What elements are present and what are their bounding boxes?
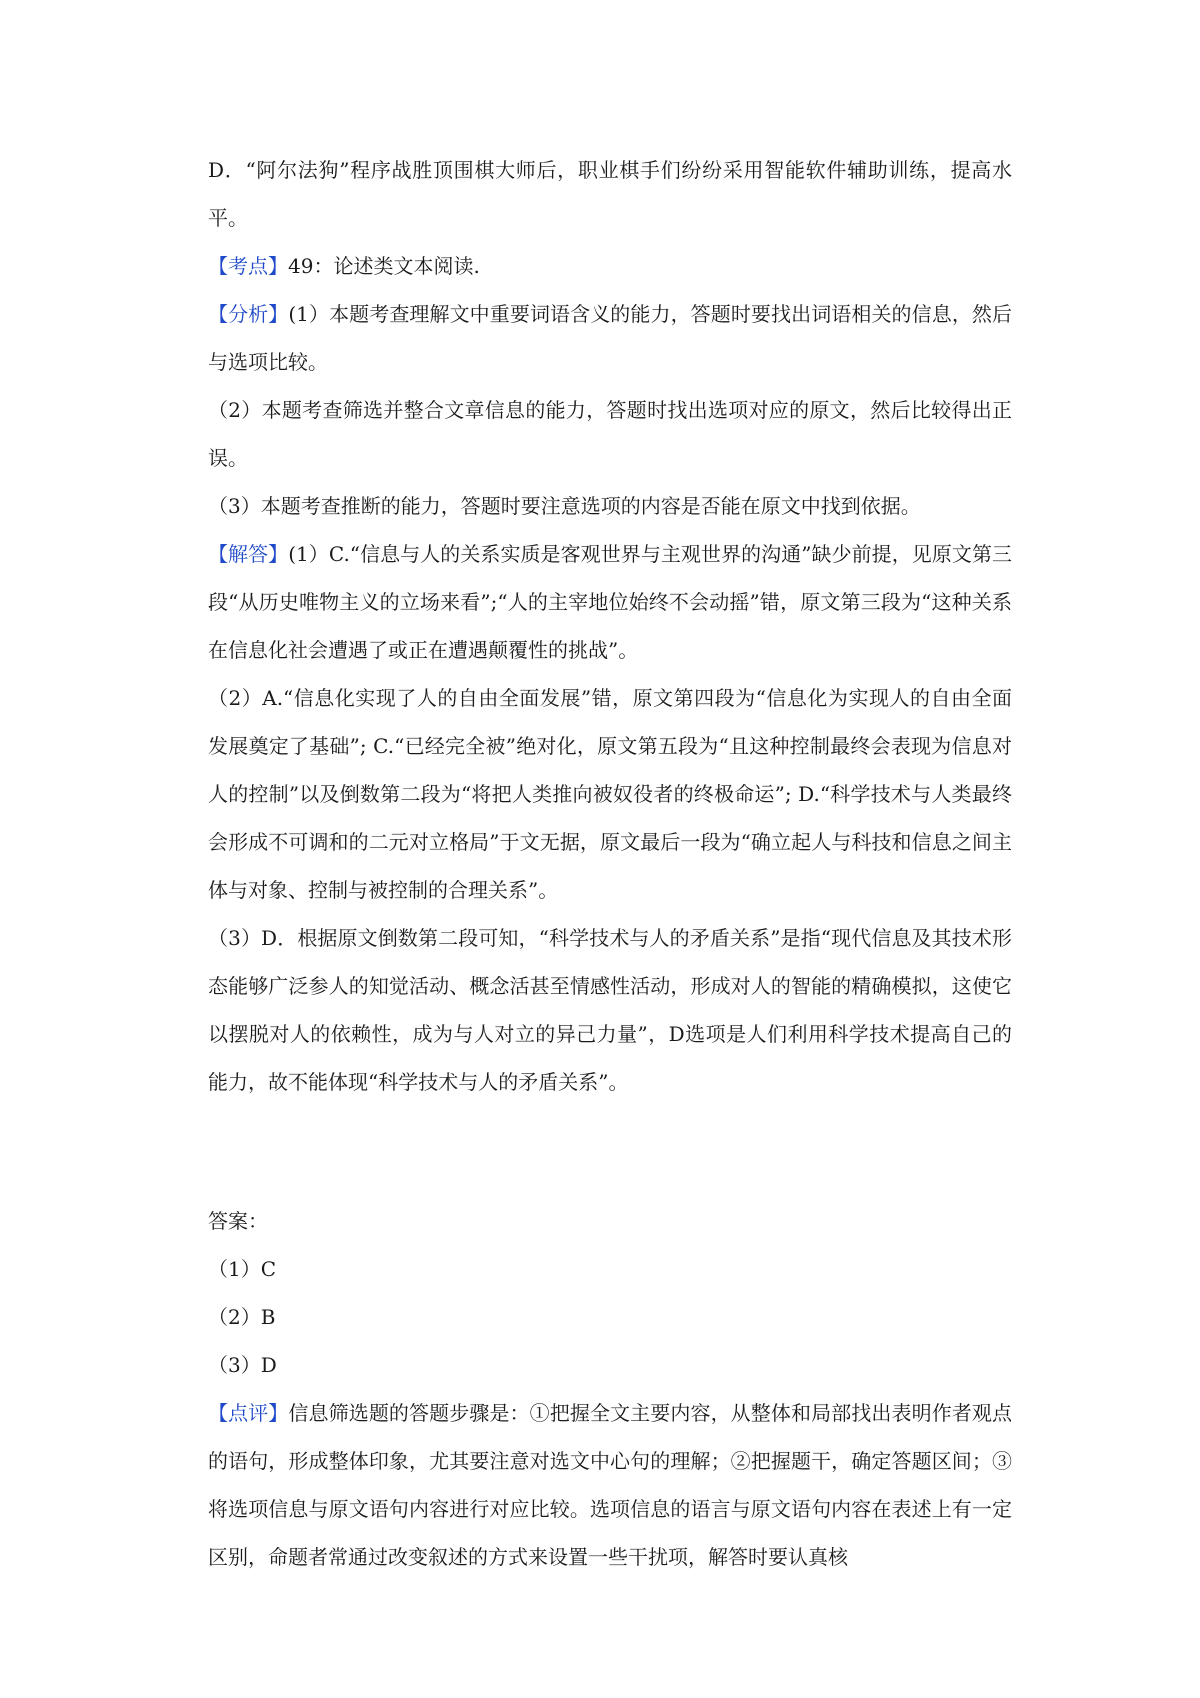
- section-gap: [208, 1106, 1012, 1197]
- answer-item-2: （2）B: [208, 1305, 276, 1329]
- option-d-text: D．“阿尔法狗”程序战胜顶围棋大师后，职业棋手们纷纷采用智能软件辅助训练，提高水平。: [208, 158, 1012, 230]
- jieda-paragraph-3: [208, 914, 1012, 1106]
- dianping-paragraph: [208, 1389, 1012, 1581]
- jieda-paragraph-2: [208, 674, 1012, 914]
- fenxi-text-1: (1）本题考查理解文中重要词语含义的能力，答题时要找出词语相关的信息，然后与选项比较。: [208, 302, 1012, 374]
- jieda-paragraph: [208, 530, 1012, 674]
- fenxi-text-3: （3）本题考查推断的能力，答题时要注意选项的内容是否能在原文中找到依据。: [208, 494, 921, 518]
- answer-item: [208, 1293, 1012, 1341]
- kaodian-paragraph: [208, 242, 1012, 290]
- jieda-text-1: (1）C.“信息与人的关系实质是客观世界与主观世界的沟通”缺少前提，见原文第三段“从历史唯物主义的立场来看”;“人的主宰地位始终不会动摇”错，原文第三段为“这种关系在信息化社会遭遇了或正在遭遇颠覆性的挑战”。: [208, 542, 1012, 662]
- answer-label-text: 答案：: [208, 1209, 268, 1233]
- kaodian-tag: 【考点】: [208, 254, 288, 278]
- answer-item-1: （1）C: [208, 1257, 277, 1281]
- answer-item: [208, 1245, 1012, 1293]
- fenxi-text-2: （2）本题考查筛选并整合文章信息的能力，答题时找出选项对应的原文，然后比较得出正误。: [208, 398, 1012, 470]
- jieda-text-2: （2）A.“信息化实现了人的自由全面发展”错，原文第四段为“信息化为实现人的自由全面发展奠定了基础”; C.“已经完全被”绝对化，原文第五段为“且这种控制最终会表现为信息对人的控制”以及倒数第二段为“将把人类推向被奴役者的终极命运”; D.“科学技术与人类最终会形成不可调和的二元对立格局”于文无据，原文最后一段为“确立起人与科技和信息之间主体与对象、控制与被控制的合理关系”。: [208, 686, 1012, 902]
- answer-item-3: （3）D: [208, 1353, 277, 1377]
- kaodian-text: 49：论述类文本阅读.: [288, 254, 480, 278]
- dianping-tag: 【点评】: [208, 1401, 289, 1425]
- fenxi-tag: 【分析】: [208, 302, 289, 326]
- answer-item: [208, 1341, 1012, 1389]
- option-d-paragraph: [208, 146, 1012, 242]
- jieda-tag: 【解答】: [208, 542, 289, 566]
- fenxi-paragraph-2: [208, 386, 1012, 482]
- fenxi-paragraph-3: [208, 482, 1012, 530]
- answer-label: [208, 1197, 1012, 1245]
- page-content: [208, 146, 1012, 1581]
- jieda-text-3: （3）D．根据原文倒数第二段可知，“科学技术与人的矛盾关系”是指“现代信息及其技术形态能够广泛参人的知觉活动、概念活甚至情感性活动，形成对人的智能的精确模拟，这使它以摆脱对人的依赖性，成为与人对立的异己力量”，D选项是人们利用科学技术提高自己的能力，故不能体现“科学技术与人的矛盾关系”。: [208, 926, 1012, 1094]
- fenxi-paragraph: [208, 290, 1012, 386]
- dianping-text: 信息筛选题的答题步骤是：①把握全文主要内容，从整体和局部找出表明作者观点的语句，形成整体印象，尤其要注意对选文中心句的理解；②把握题干，确定答题区间；③将选项信息与原文语句内容进行对应比较。选项信息的语言与原文语句内容在表述上有一定区别，命题者常通过改变叙述的方式来设置一些干扰项，解答时要认真核: [208, 1401, 1013, 1569]
